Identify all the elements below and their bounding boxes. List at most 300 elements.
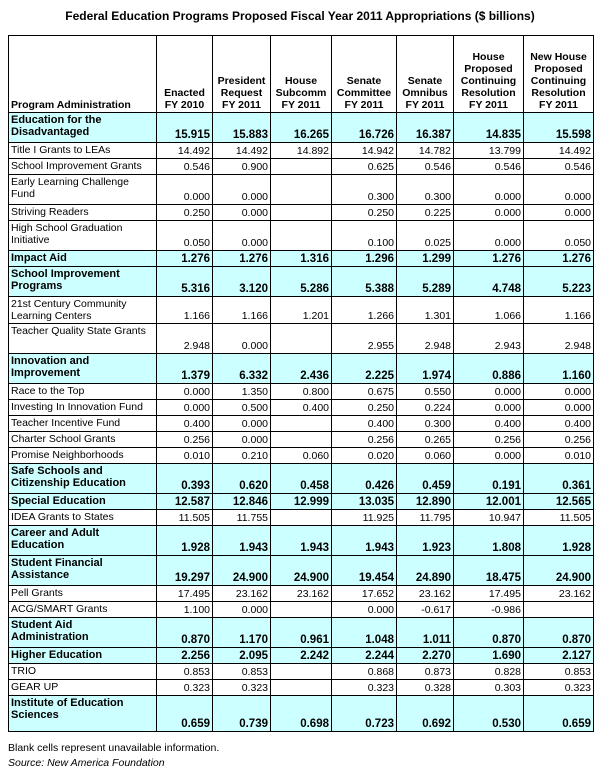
program-name-cell bbox=[9, 432, 157, 448]
value-cell: 2.256 bbox=[157, 648, 213, 664]
value-cell: 17.495 bbox=[454, 586, 524, 602]
value-cell: 5.223 bbox=[524, 267, 594, 297]
column-header-program bbox=[9, 36, 157, 113]
program-name: Assistance bbox=[11, 569, 70, 581]
value-cell: 15.883 bbox=[213, 113, 271, 143]
program-name-cell bbox=[9, 354, 157, 384]
value-cell: 0.900 bbox=[213, 159, 271, 175]
program-name: Fund bbox=[11, 188, 35, 200]
value-cell: 0.000 bbox=[213, 416, 271, 432]
column-header-line: Proposed bbox=[464, 63, 513, 75]
program-name-cell bbox=[9, 221, 157, 251]
program-name-cell bbox=[9, 602, 157, 618]
value-cell: 1.276 bbox=[454, 251, 524, 267]
column-header-line: FY 2011 bbox=[539, 99, 578, 111]
value-cell: 1.166 bbox=[524, 297, 594, 324]
program-name-cell bbox=[9, 648, 157, 664]
value-cell: 0.698 bbox=[271, 696, 332, 732]
program-row bbox=[9, 602, 594, 618]
value-cell: 2.127 bbox=[524, 648, 594, 664]
column-header bbox=[157, 36, 213, 113]
column-header-line: Senate bbox=[407, 75, 443, 87]
program-name-cell bbox=[9, 586, 157, 602]
value-cell: 0.739 bbox=[213, 696, 271, 732]
program-name: 21st Century Community bbox=[11, 298, 127, 310]
value-cell: 23.162 bbox=[213, 586, 271, 602]
value-cell: 0.659 bbox=[157, 696, 213, 732]
value-cell: 17.652 bbox=[332, 586, 397, 602]
value-cell: 2.244 bbox=[332, 648, 397, 664]
value-cell: 0.050 bbox=[157, 221, 213, 251]
value-cell: 0.458 bbox=[271, 464, 332, 494]
program-name-cell bbox=[9, 205, 157, 221]
value-cell: 0.853 bbox=[524, 664, 594, 680]
category-row bbox=[9, 251, 594, 267]
value-cell: 0.000 bbox=[524, 175, 594, 205]
category-row bbox=[9, 556, 594, 586]
program-name-cell bbox=[9, 400, 157, 416]
program-name: Investing In Innovation Fund bbox=[11, 401, 143, 413]
value-cell: 0.828 bbox=[454, 664, 524, 680]
program-name: Programs bbox=[11, 280, 63, 292]
value-cell: 1.299 bbox=[397, 251, 454, 267]
column-header-line: President bbox=[217, 75, 266, 87]
value-cell: 0.546 bbox=[397, 159, 454, 175]
value-cell: 2.955 bbox=[332, 324, 397, 354]
value-cell bbox=[271, 175, 332, 205]
value-cell: 1.100 bbox=[157, 602, 213, 618]
program-name: Early Learning Challenge bbox=[11, 176, 129, 188]
category-row bbox=[9, 494, 594, 510]
value-cell: 2.948 bbox=[397, 324, 454, 354]
value-cell: 12.999 bbox=[271, 494, 332, 510]
value-cell: 0.256 bbox=[454, 432, 524, 448]
value-cell: 0.546 bbox=[157, 159, 213, 175]
value-cell: 23.162 bbox=[524, 586, 594, 602]
column-header-line: FY 2010 bbox=[164, 99, 205, 111]
value-cell: 18.475 bbox=[454, 556, 524, 586]
value-cell: 1.276 bbox=[213, 251, 271, 267]
column-header-line: Senate bbox=[346, 75, 382, 87]
value-cell: 1.301 bbox=[397, 297, 454, 324]
program-name-cell bbox=[9, 324, 157, 354]
column-header-line: New House bbox=[530, 51, 587, 63]
program-name-cell bbox=[9, 510, 157, 526]
value-cell: 3.120 bbox=[213, 267, 271, 297]
value-cell: 23.162 bbox=[397, 586, 454, 602]
value-cell: 0.000 bbox=[213, 175, 271, 205]
category-row bbox=[9, 696, 594, 732]
value-cell: 2.095 bbox=[213, 648, 271, 664]
category-row bbox=[9, 526, 594, 556]
program-name-cell bbox=[9, 448, 157, 464]
program-name: Charter School Grants bbox=[11, 433, 116, 445]
program-row bbox=[9, 221, 594, 251]
program-name: Striving Readers bbox=[11, 206, 89, 218]
program-name: Pell Grants bbox=[11, 587, 63, 599]
value-cell: 0.000 bbox=[524, 400, 594, 416]
program-name-cell bbox=[9, 143, 157, 159]
value-cell: 14.835 bbox=[454, 113, 524, 143]
footnote: Blank cells represent unavailable information. bbox=[8, 742, 220, 754]
value-cell: 14.492 bbox=[213, 143, 271, 159]
program-name: Citizenship Education bbox=[11, 477, 126, 489]
value-cell: 1.379 bbox=[157, 354, 213, 384]
program-name: Innovation and bbox=[11, 355, 90, 367]
value-cell: 6.332 bbox=[213, 354, 271, 384]
value-cell: 1.266 bbox=[332, 297, 397, 324]
value-cell: 0.323 bbox=[332, 680, 397, 696]
value-cell: 12.890 bbox=[397, 494, 454, 510]
column-header-line: Resolution bbox=[461, 87, 516, 99]
value-cell: 15.598 bbox=[524, 113, 594, 143]
value-cell bbox=[271, 510, 332, 526]
column-header-line: Enacted bbox=[164, 87, 205, 99]
program-name-cell bbox=[9, 297, 157, 324]
value-cell: 0.400 bbox=[332, 416, 397, 432]
value-cell: 0.000 bbox=[524, 205, 594, 221]
value-cell: 1.923 bbox=[397, 526, 454, 556]
value-cell: 0.000 bbox=[524, 384, 594, 400]
value-cell: 0.886 bbox=[454, 354, 524, 384]
value-cell: 1.928 bbox=[524, 526, 594, 556]
value-cell: 24.900 bbox=[213, 556, 271, 586]
value-cell: 12.587 bbox=[157, 494, 213, 510]
value-cell: 0.961 bbox=[271, 618, 332, 648]
value-cell: 2.242 bbox=[271, 648, 332, 664]
value-cell: 19.454 bbox=[332, 556, 397, 586]
program-row bbox=[9, 143, 594, 159]
column-header-line: FY 2011 bbox=[344, 99, 384, 111]
value-cell: 0.000 bbox=[454, 205, 524, 221]
value-cell: 0.723 bbox=[332, 696, 397, 732]
value-cell: 0.400 bbox=[454, 416, 524, 432]
value-cell: 23.162 bbox=[271, 586, 332, 602]
value-cell: 0.000 bbox=[454, 384, 524, 400]
value-cell bbox=[524, 602, 594, 618]
program-name-cell bbox=[9, 159, 157, 175]
value-cell: 1.166 bbox=[213, 297, 271, 324]
value-cell: 0.300 bbox=[397, 175, 454, 205]
value-cell: 0.426 bbox=[332, 464, 397, 494]
category-row bbox=[9, 354, 594, 384]
value-cell bbox=[271, 680, 332, 696]
column-header-line: House bbox=[472, 51, 505, 63]
category-row bbox=[9, 648, 594, 664]
column-header-line: Program Administration bbox=[11, 99, 131, 111]
value-cell: 0.303 bbox=[454, 680, 524, 696]
value-cell: 10.947 bbox=[454, 510, 524, 526]
value-cell: 0.323 bbox=[213, 680, 271, 696]
value-cell bbox=[271, 602, 332, 618]
value-cell: 1.974 bbox=[397, 354, 454, 384]
category-row bbox=[9, 267, 594, 297]
program-row bbox=[9, 510, 594, 526]
value-cell: 0.323 bbox=[524, 680, 594, 696]
value-cell: 0.210 bbox=[213, 448, 271, 464]
program-name-cell bbox=[9, 113, 157, 143]
program-name-cell bbox=[9, 696, 157, 732]
value-cell: 5.316 bbox=[157, 267, 213, 297]
value-cell: 14.492 bbox=[524, 143, 594, 159]
value-cell: 24.900 bbox=[271, 556, 332, 586]
value-cell: 1.943 bbox=[213, 526, 271, 556]
column-header-line: Subcomm bbox=[275, 87, 327, 99]
value-cell: 0.000 bbox=[157, 175, 213, 205]
value-cell: 0.550 bbox=[397, 384, 454, 400]
column-header bbox=[332, 36, 397, 113]
source-note: Source: New America Foundation bbox=[8, 757, 165, 769]
value-cell: -0.986 bbox=[454, 602, 524, 618]
value-cell: 16.726 bbox=[332, 113, 397, 143]
program-row bbox=[9, 324, 594, 354]
value-cell: -0.617 bbox=[397, 602, 454, 618]
value-cell: 19.297 bbox=[157, 556, 213, 586]
value-cell bbox=[271, 221, 332, 251]
value-cell: 1.943 bbox=[332, 526, 397, 556]
program-name: School Improvement bbox=[11, 268, 120, 280]
header-row bbox=[9, 36, 594, 113]
program-name: High School Graduation bbox=[11, 222, 123, 234]
value-cell: 1.350 bbox=[213, 384, 271, 400]
table-body bbox=[9, 113, 594, 732]
program-name: Student Financial bbox=[11, 557, 103, 569]
value-cell: 0.873 bbox=[397, 664, 454, 680]
value-cell: 11.795 bbox=[397, 510, 454, 526]
program-row bbox=[9, 416, 594, 432]
program-name: Education bbox=[11, 539, 65, 551]
value-cell: 14.492 bbox=[157, 143, 213, 159]
value-cell: 0.265 bbox=[397, 432, 454, 448]
program-name: Race to the Top bbox=[11, 385, 85, 397]
value-cell: 0.000 bbox=[157, 384, 213, 400]
column-header-line: FY 2011 bbox=[222, 99, 261, 111]
value-cell: 1.943 bbox=[271, 526, 332, 556]
value-cell: 0.328 bbox=[397, 680, 454, 696]
value-cell: 1.066 bbox=[454, 297, 524, 324]
value-cell: 5.289 bbox=[397, 267, 454, 297]
value-cell: 0.870 bbox=[454, 618, 524, 648]
program-name: Learning Centers bbox=[11, 310, 92, 322]
program-name: Career and Adult bbox=[11, 527, 100, 539]
program-name: Education for the bbox=[11, 114, 102, 126]
value-cell: 0.546 bbox=[454, 159, 524, 175]
value-cell: 0.853 bbox=[213, 664, 271, 680]
program-row bbox=[9, 205, 594, 221]
value-cell: 12.846 bbox=[213, 494, 271, 510]
program-name: Student Aid bbox=[11, 619, 73, 631]
value-cell: 0.800 bbox=[271, 384, 332, 400]
value-cell: 0.361 bbox=[524, 464, 594, 494]
value-cell: 0.400 bbox=[524, 416, 594, 432]
value-cell: 1.928 bbox=[157, 526, 213, 556]
value-cell: 13.799 bbox=[454, 143, 524, 159]
value-cell: 14.782 bbox=[397, 143, 454, 159]
value-cell: 1.201 bbox=[271, 297, 332, 324]
value-cell: 12.001 bbox=[454, 494, 524, 510]
value-cell: 0.300 bbox=[332, 175, 397, 205]
value-cell: 0.250 bbox=[332, 205, 397, 221]
value-cell: 14.942 bbox=[332, 143, 397, 159]
value-cell: 0.250 bbox=[157, 205, 213, 221]
program-name-cell bbox=[9, 251, 157, 267]
value-cell: 0.000 bbox=[157, 400, 213, 416]
category-row bbox=[9, 618, 594, 648]
value-cell bbox=[271, 324, 332, 354]
value-cell: 24.890 bbox=[397, 556, 454, 586]
value-cell: 14.892 bbox=[271, 143, 332, 159]
value-cell: 0.625 bbox=[332, 159, 397, 175]
value-cell: 0.250 bbox=[332, 400, 397, 416]
value-cell: 0.620 bbox=[213, 464, 271, 494]
program-name: Institute of Education bbox=[11, 697, 124, 709]
value-cell: 17.495 bbox=[157, 586, 213, 602]
value-cell: 1.296 bbox=[332, 251, 397, 267]
program-name: Higher Education bbox=[11, 649, 103, 661]
value-cell: 0.675 bbox=[332, 384, 397, 400]
value-cell: 0.010 bbox=[524, 448, 594, 464]
program-row bbox=[9, 159, 594, 175]
table-title: Federal Education Programs Proposed Fiscal Year 2011 Appropriations ($ billions) bbox=[65, 9, 535, 23]
value-cell: 0.225 bbox=[397, 205, 454, 221]
value-cell: 0.853 bbox=[157, 664, 213, 680]
value-cell: 0.000 bbox=[213, 221, 271, 251]
value-cell: 0.060 bbox=[271, 448, 332, 464]
program-row bbox=[9, 448, 594, 464]
value-cell: 1.170 bbox=[213, 618, 271, 648]
program-name: Teacher Quality State Grants bbox=[11, 325, 146, 337]
program-name-cell bbox=[9, 267, 157, 297]
value-cell: 2.270 bbox=[397, 648, 454, 664]
value-cell: 0.000 bbox=[332, 602, 397, 618]
value-cell bbox=[271, 205, 332, 221]
program-row bbox=[9, 664, 594, 680]
value-cell: 24.900 bbox=[524, 556, 594, 586]
value-cell: 0.393 bbox=[157, 464, 213, 494]
value-cell: 0.025 bbox=[397, 221, 454, 251]
column-header-line: Request bbox=[220, 87, 263, 99]
value-cell: 0.868 bbox=[332, 664, 397, 680]
column-header bbox=[213, 36, 271, 113]
program-name-cell bbox=[9, 664, 157, 680]
program-name: Special Education bbox=[11, 495, 106, 507]
value-cell: 0.000 bbox=[213, 324, 271, 354]
value-cell: 0.256 bbox=[524, 432, 594, 448]
value-cell: 0.300 bbox=[397, 416, 454, 432]
program-name-cell bbox=[9, 384, 157, 400]
category-row bbox=[9, 113, 594, 143]
column-header-line: House bbox=[284, 75, 318, 87]
program-name: Safe Schools and bbox=[11, 465, 103, 477]
column-header-line: Continuing bbox=[460, 75, 517, 87]
column-header-line: Proposed bbox=[534, 63, 583, 75]
value-cell: 0.050 bbox=[524, 221, 594, 251]
program-row bbox=[9, 586, 594, 602]
value-cell: 0.323 bbox=[157, 680, 213, 696]
value-cell: 0.546 bbox=[524, 159, 594, 175]
program-row bbox=[9, 297, 594, 324]
program-name-cell bbox=[9, 175, 157, 205]
value-cell: 1.011 bbox=[397, 618, 454, 648]
column-header-line: FY 2011 bbox=[281, 99, 321, 111]
value-cell: 5.286 bbox=[271, 267, 332, 297]
value-cell: 0.020 bbox=[332, 448, 397, 464]
value-cell: 11.755 bbox=[213, 510, 271, 526]
value-cell: 0.010 bbox=[157, 448, 213, 464]
program-name: IDEA Grants to States bbox=[11, 511, 114, 523]
program-name: Sciences bbox=[11, 709, 59, 721]
value-cell: 0.256 bbox=[332, 432, 397, 448]
value-cell bbox=[271, 432, 332, 448]
value-cell: 0.000 bbox=[213, 432, 271, 448]
value-cell: 0.000 bbox=[454, 400, 524, 416]
value-cell: 2.948 bbox=[524, 324, 594, 354]
value-cell: 0.060 bbox=[397, 448, 454, 464]
value-cell: 5.388 bbox=[332, 267, 397, 297]
value-cell: 0.191 bbox=[454, 464, 524, 494]
program-name: Initiative bbox=[11, 234, 50, 246]
program-name-cell bbox=[9, 618, 157, 648]
program-name: Administration bbox=[11, 631, 89, 643]
value-cell: 0.400 bbox=[271, 400, 332, 416]
program-name: Disadvantaged bbox=[11, 126, 90, 138]
program-name-cell bbox=[9, 464, 157, 494]
value-cell: 11.925 bbox=[332, 510, 397, 526]
value-cell: 0.692 bbox=[397, 696, 454, 732]
column-header-line: FY 2011 bbox=[405, 99, 445, 111]
value-cell: 0.870 bbox=[157, 618, 213, 648]
value-cell: 0.000 bbox=[454, 448, 524, 464]
value-cell: 0.530 bbox=[454, 696, 524, 732]
value-cell: 1.316 bbox=[271, 251, 332, 267]
program-name: Impact Aid bbox=[11, 252, 67, 264]
value-cell: 2.943 bbox=[454, 324, 524, 354]
value-cell: 2.436 bbox=[271, 354, 332, 384]
value-cell: 1.276 bbox=[157, 251, 213, 267]
program-row bbox=[9, 400, 594, 416]
column-header bbox=[271, 36, 332, 113]
value-cell: 1.160 bbox=[524, 354, 594, 384]
program-name: Improvement bbox=[11, 367, 81, 379]
value-cell: 1.048 bbox=[332, 618, 397, 648]
value-cell: 0.870 bbox=[524, 618, 594, 648]
value-cell: 15.915 bbox=[157, 113, 213, 143]
column-header-line: Omnibus bbox=[402, 87, 448, 99]
program-row bbox=[9, 680, 594, 696]
value-cell: 1.690 bbox=[454, 648, 524, 664]
value-cell: 2.948 bbox=[157, 324, 213, 354]
program-name: ACG/SMART Grants bbox=[11, 603, 108, 615]
program-row bbox=[9, 175, 594, 205]
program-name: Title I Grants to LEAs bbox=[11, 144, 111, 156]
value-cell: 1.808 bbox=[454, 526, 524, 556]
program-name-cell bbox=[9, 526, 157, 556]
program-name-cell bbox=[9, 416, 157, 432]
program-name: Teacher Incentive Fund bbox=[11, 417, 121, 429]
program-row bbox=[9, 384, 594, 400]
column-header bbox=[397, 36, 454, 113]
column-header-line: FY 2011 bbox=[469, 99, 508, 111]
value-cell: 16.387 bbox=[397, 113, 454, 143]
value-cell: 11.505 bbox=[157, 510, 213, 526]
value-cell: 4.748 bbox=[454, 267, 524, 297]
value-cell: 0.000 bbox=[454, 221, 524, 251]
value-cell: 0.000 bbox=[213, 602, 271, 618]
value-cell: 13.035 bbox=[332, 494, 397, 510]
value-cell: 1.166 bbox=[157, 297, 213, 324]
value-cell: 0.400 bbox=[157, 416, 213, 432]
column-header-line: Committee bbox=[336, 87, 392, 99]
